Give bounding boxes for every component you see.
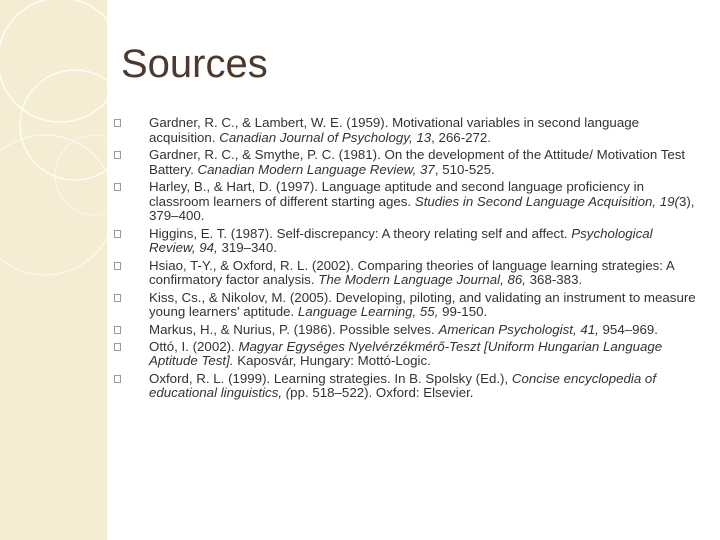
- reference-source-italic: Studies in Second Language Acquisition, 19(: [414, 193, 679, 209]
- reference-text: Ottó, I. (2002).: [149, 338, 239, 354]
- reference-text: 954–969.: [598, 321, 658, 337]
- reference-text: Kiss, Cs., & Nikolov, M. (2005). Developing, piloting, and validating an instrument to measure young learners' aptitude.: [149, 289, 696, 320]
- square-bullet-icon: [114, 151, 121, 159]
- reference-text: Gardner, R. C., & Smythe, P. C. (1981). On the development of the Attitude/ Motivation Test Battery.: [149, 146, 686, 177]
- reference-item: [114, 116, 699, 145]
- reference-text: Gardner, R. C., & Lambert, W. E. (1959). Motivational variables in second language acquisition.: [149, 115, 640, 145]
- reference-text: Kaposvár, Hungary: Mottó-Logic.: [233, 353, 431, 369]
- reference-source-italic: Psychological Review, 94,: [149, 225, 653, 256]
- reference-source-italic: Concise encyclopedia of educational linguistics, (: [149, 370, 657, 401]
- decorative-circles-graphic: [0, 0, 107, 540]
- reference-text: , 510-525.: [434, 161, 495, 177]
- reference-item: [114, 291, 699, 320]
- reference-text: 3), 379–400.: [149, 193, 695, 224]
- slide-title: Sources: [121, 42, 268, 86]
- reference-text: Harley, B., & Hart, D. (1997). Language aptitude and second language proficiency in classroom learners of different starting ages.: [149, 178, 644, 209]
- square-bullet-icon: [114, 119, 121, 127]
- square-bullet-icon: [114, 294, 121, 302]
- reference-text: pp. 518–522). Oxford: Elsevier.: [290, 385, 474, 401]
- square-bullet-icon: [114, 262, 121, 270]
- reference-source-italic: Magyar Egységes Nyelvérzékmérő-Teszt [Uniform Hungarian Language Aptitude Test].: [149, 338, 663, 369]
- reference-text: Higgins, E. T. (1987). Self-discrepancy: A theory relating self and affect.: [149, 225, 572, 241]
- square-bullet-icon: [114, 183, 121, 191]
- reference-item: [114, 180, 699, 224]
- reference-item: [114, 259, 699, 288]
- square-bullet-icon: [114, 375, 121, 383]
- square-bullet-icon: [114, 343, 121, 351]
- reference-source-italic: The Modern Language Journal, 86,: [318, 272, 526, 288]
- reference-source-italic: Canadian Journal of Psychology, 13: [219, 129, 432, 145]
- reference-text: Markus, H., & Nurius, P. (1986). Possible selves.: [149, 321, 439, 337]
- reference-text: Oxford, R. L. (1999). Learning strategies. In B. Spolsky (Ed.),: [149, 370, 512, 386]
- reference-text: Hsiao, T-Y., & Oxford, R. L. (2002). Comparing theories of language learning strategies: A confirmatory factor analysis.: [149, 257, 675, 288]
- reference-text: 99-150.: [438, 304, 488, 320]
- reference-source-italic: American Psychologist, 41,: [438, 321, 599, 337]
- reference-item: [114, 323, 699, 338]
- square-bullet-icon: [114, 230, 121, 238]
- square-bullet-icon: [114, 326, 121, 334]
- reference-text: , 266-272.: [431, 129, 492, 145]
- decorative-side-band: [0, 0, 107, 540]
- reference-text: 368-383.: [525, 272, 583, 288]
- reference-source-italic: Canadian Modern Language Review, 37: [197, 161, 435, 177]
- reference-item: [114, 372, 699, 401]
- reference-source-italic: Language Learning, 55,: [297, 304, 439, 320]
- reference-item: [114, 340, 699, 369]
- reference-item: [114, 148, 699, 177]
- reference-text: 319–340.: [217, 240, 277, 256]
- reference-list: [114, 116, 699, 404]
- reference-item: [114, 227, 699, 256]
